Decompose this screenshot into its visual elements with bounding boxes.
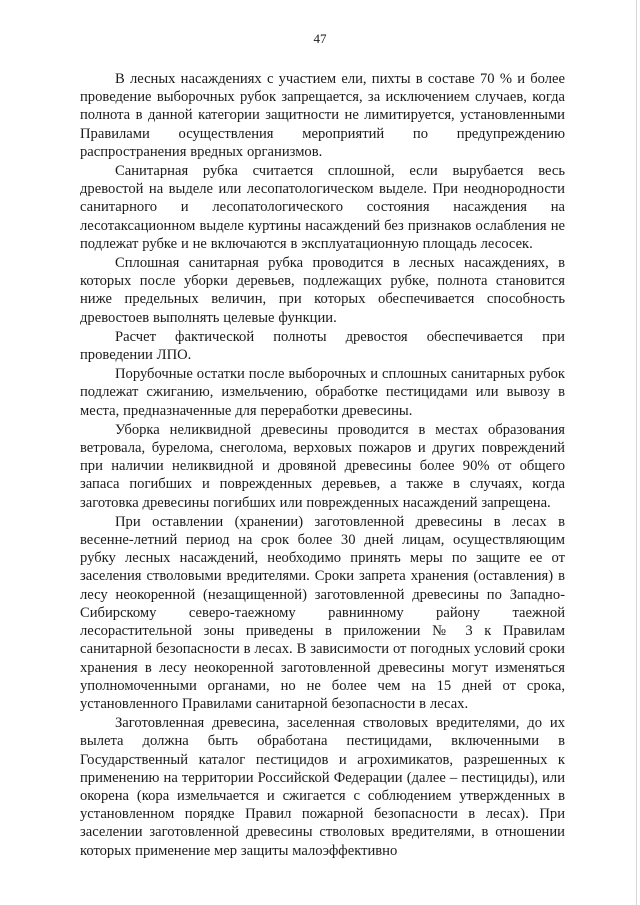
scan-edge-line [636, 0, 637, 905]
paragraph: В лесных насаждениях с участием ели, пихты в составе 70 % и более проведение выборочных рубок запрещается, за исключением случаев, когда полнота в данной категории защитности не лимитируется, установленными Правилами осуществления мероприятий по предупреждению распространения вредных организмов. [80, 71, 565, 160]
document-body [80, 70, 565, 860]
paragraph: При оставлении (хранении) заготовленной древесины в лесах в весенне-летний период на срок более 30 дней лицам, осуществляющим рубку лесных насаждений, необходимо принять меры по защите ее от заселения стволовыми вредителями. Сроки запрета хранения (оставления) в лесу неокоренной (незащищенной) заготовленной древесины по Западно-Сибирскому северо-таежному равнинному району таежной лесорастительной зоны приведены в приложении № 3 к Правилам санитарной безопасности в лесах. В зависимости от погодных условий сроки хранения в лесу неокоренной заготовленной древесины могут изменяться уполномоченными органами, но не более чем на 15 дней от срока, установленного Правилами санитарной безопасности в лесах. [80, 513, 565, 712]
paragraph: Заготовленная древесина, заселенная стволовых вредителями, до их вылета должна быть обработана пестицидами, включенными в Государственный каталог пестицидов и агрохимикатов, разрешенных к применению на территории Российской Федерации (далее – пестициды), или окорена (кора измельчается и сжигается с соблюдением утвержденных в установленном порядке Правил пожарной безопасности в лесах). При заселении заготовленной древесины стволовых вредителями, в отношении которых применение мер защиты малоэффективно [80, 715, 565, 859]
page-number: 47 [313, 31, 327, 46]
paragraph: Сплошная санитарная рубка проводится в лесных насаждениях, в которых после уборки деревьев, подлежащих рубке, полнота становится ниже предельных величин, при которых обеспечивается способность древостоев выполнять целевые функции. [80, 255, 565, 326]
paragraph: Уборка неликвидной древесины проводится в местах образования ветровала, бурелома, снеголома, верховых пожаров и других повреждений при наличии неликвидной и дровяной древесины более 90% от общего запаса погибших и поврежденных деревьев, а также в случаях, когда заготовка древесины погибших или поврежденных насаждений запрещена. [80, 421, 565, 511]
paragraph: Расчет фактической полноты древостоя обеспечивается при проведении ЛПО. [80, 328, 565, 364]
paragraph: Санитарная рубка считается сплошной, если вырубается весь древостой на выделе или лесопатологическом выделе. При неоднородности санитарного и лесопатологического состояния насаждения на лесотаксационном выделе куртины насаждений без признаков ослабления не подлежат рубке и не включаются в эксплуатационную площадь лесосек. [80, 163, 565, 252]
paragraph: Порубочные остатки после выборочных и сплошных санитарных рубок подлежат сжиганию, измельчению, обработке пестицидами или вывозу в места, предназначенные для переработки древесины. [80, 366, 565, 419]
